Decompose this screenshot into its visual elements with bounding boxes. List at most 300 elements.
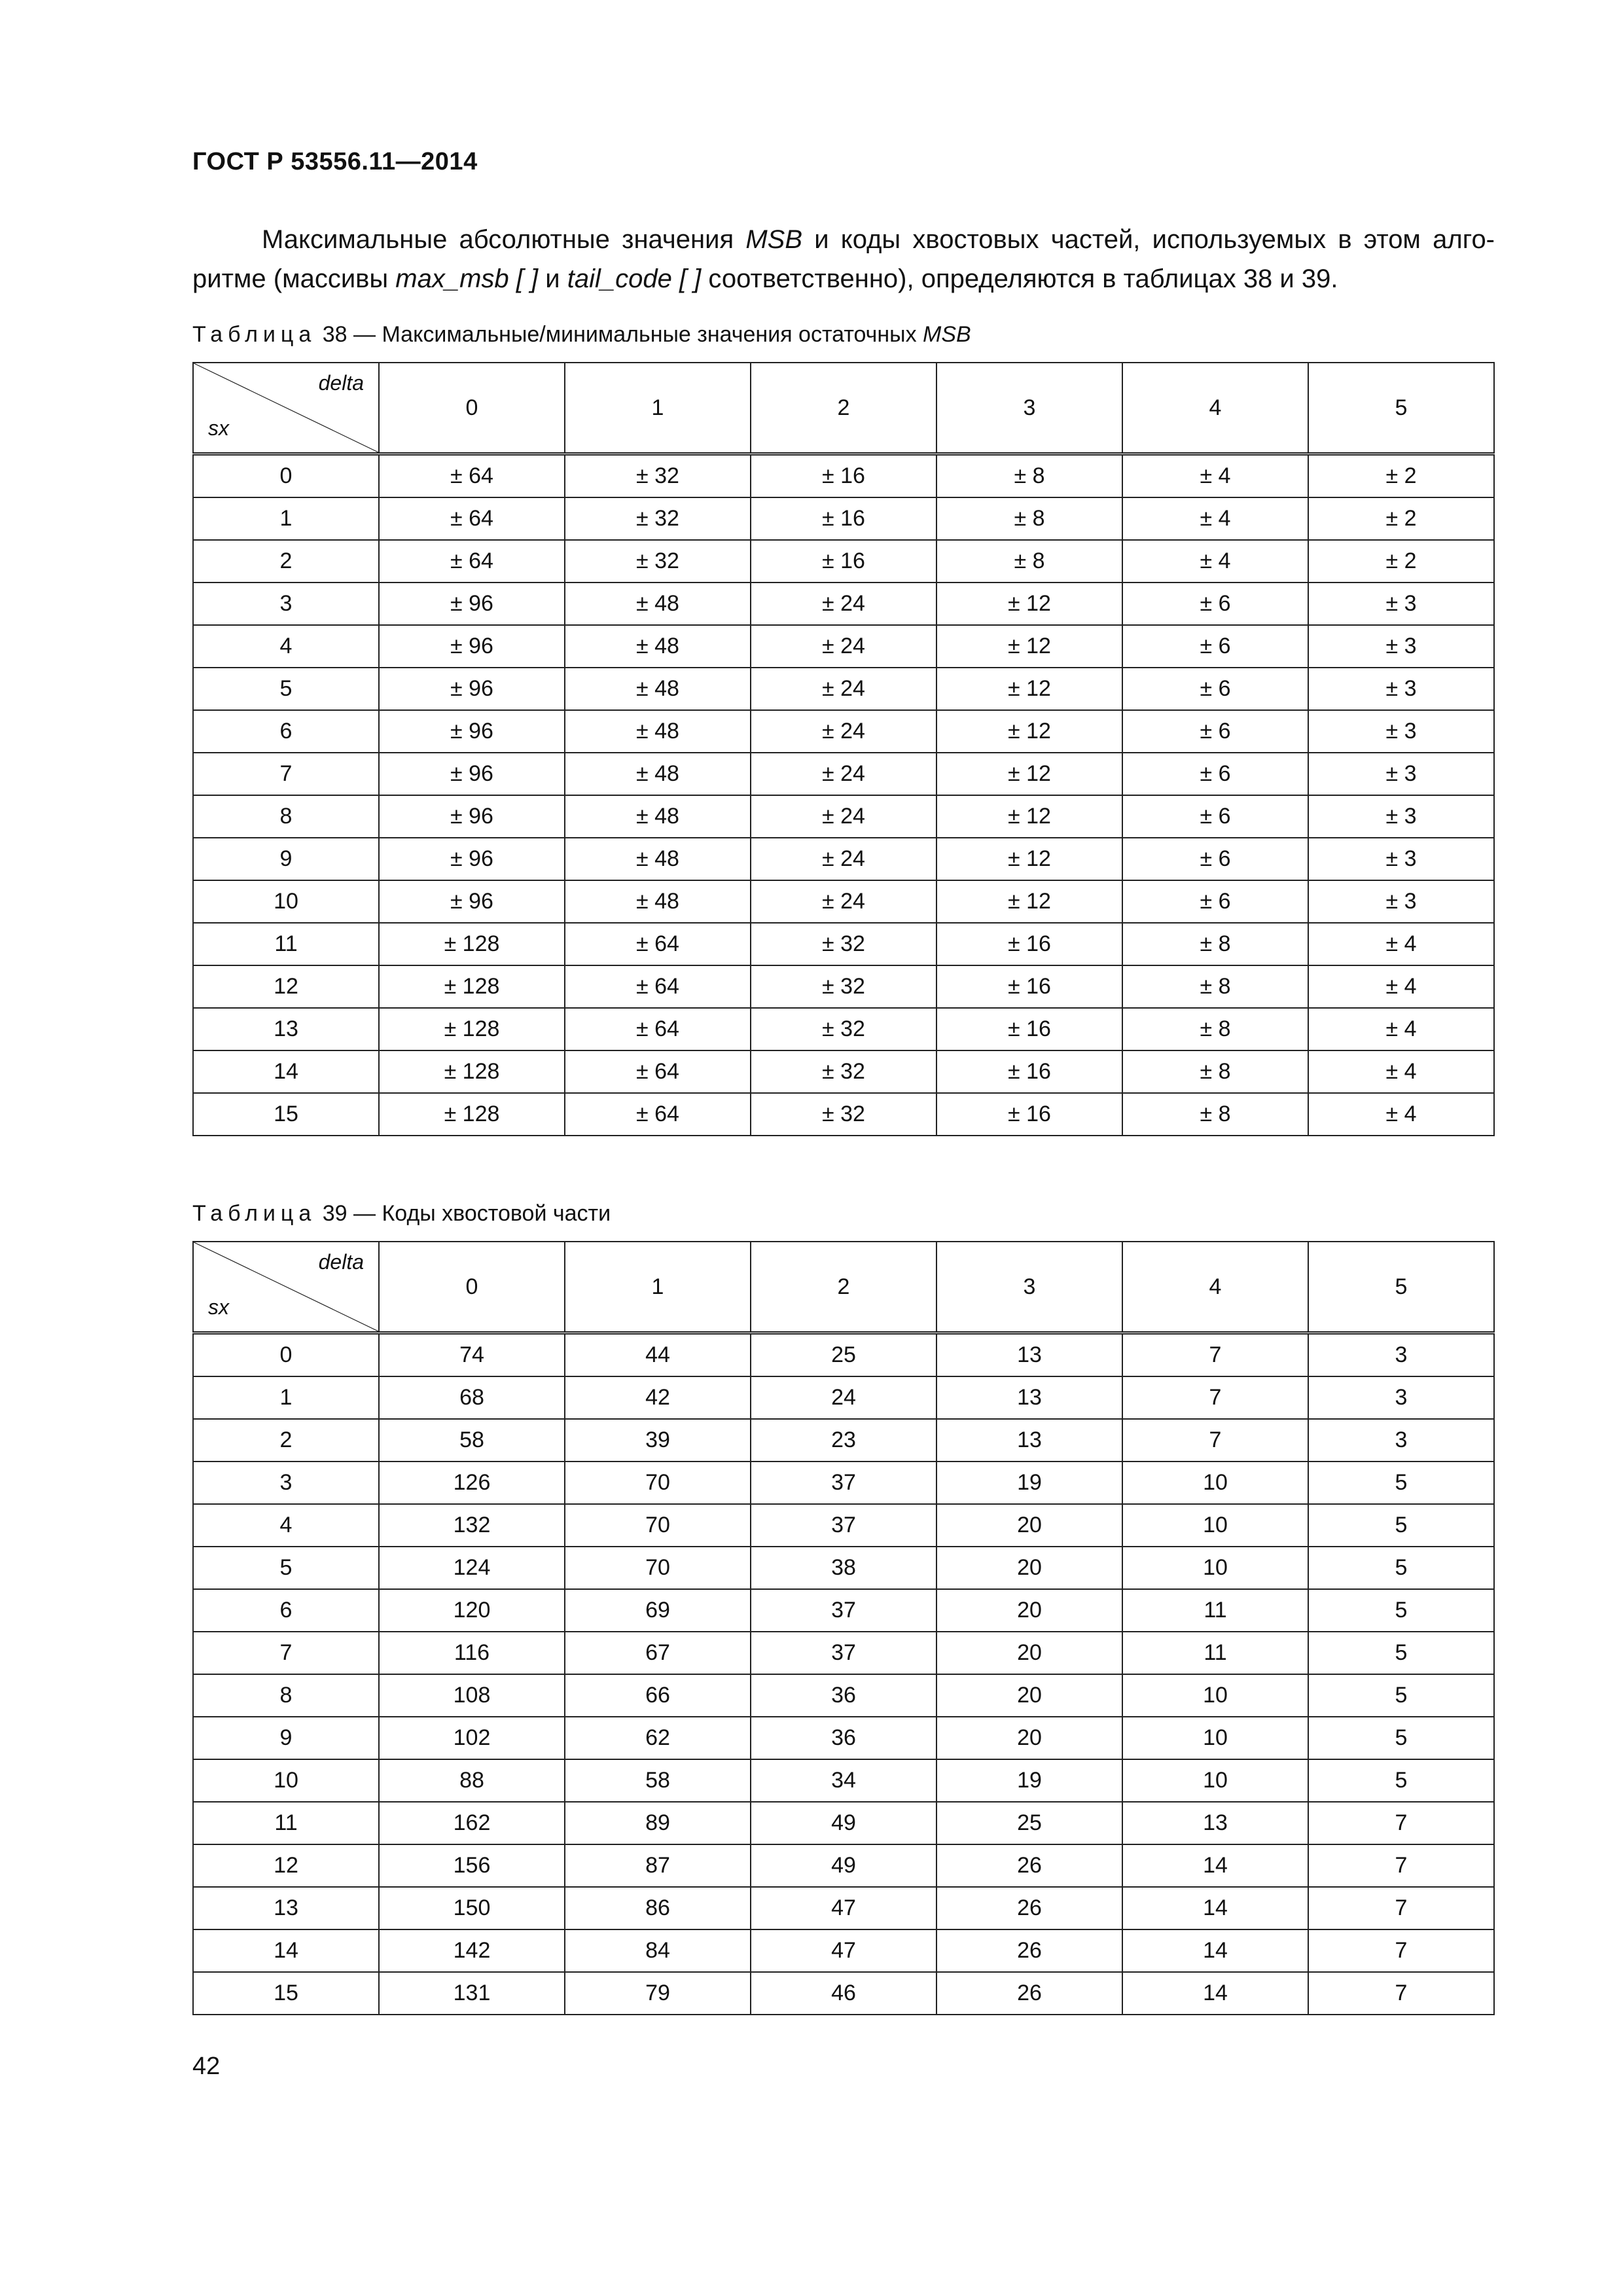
corner-cell — [193, 1242, 379, 1333]
table-cell: ± 32 — [751, 965, 936, 1008]
table-cell: 10 — [1122, 1717, 1308, 1759]
table-cell: ± 64 — [565, 965, 751, 1008]
table-cell: 44 — [565, 1333, 751, 1377]
table-cell: ± 48 — [565, 583, 751, 625]
table-cell: ± 8 — [1122, 1008, 1308, 1050]
table-cell: 13 — [936, 1419, 1122, 1462]
table-cell: ± 6 — [1122, 795, 1308, 838]
table-row — [193, 1419, 1494, 1462]
table-38-caption — [192, 322, 971, 348]
table-cell: ± 128 — [379, 965, 565, 1008]
table-cell: ± 8 — [936, 454, 1122, 498]
table-cell: 26 — [936, 1844, 1122, 1887]
table-cell: ± 6 — [1122, 668, 1308, 710]
table-cell: 39 — [565, 1419, 751, 1462]
table-cell: 5 — [1308, 1632, 1494, 1674]
paragraph-text: соответственно), определяются в таблицах 38 и 39. — [701, 264, 1338, 293]
intro-paragraph — [192, 220, 1495, 298]
page-number: 42 — [192, 2053, 221, 2080]
column-header: 4 — [1122, 363, 1308, 454]
table-cell: ± 48 — [565, 668, 751, 710]
table-cell: ± 16 — [751, 540, 936, 583]
table-cell: 19 — [936, 1759, 1122, 1802]
table-cell: ± 6 — [1122, 625, 1308, 668]
table-cell: ± 32 — [565, 454, 751, 498]
table-cell: 20 — [936, 1589, 1122, 1632]
table-cell: 7 — [1308, 1887, 1494, 1929]
table-cell: ± 12 — [936, 710, 1122, 753]
table-cell: 84 — [565, 1929, 751, 1972]
table-cell: 49 — [751, 1844, 936, 1887]
table-cell: ± 48 — [565, 753, 751, 795]
table-cell: ± 24 — [751, 668, 936, 710]
table-cell: 13 — [1122, 1802, 1308, 1844]
paragraph-text: и коды хвостовых частей, используемых в этом алго- — [802, 225, 1495, 254]
row-header-cell: 12 — [193, 965, 379, 1008]
table-cell: 7 — [1122, 1333, 1308, 1377]
table-cell: 68 — [379, 1376, 565, 1419]
caption-text: 39 — Коды хвостовой части — [316, 1201, 611, 1226]
table-cell: ± 48 — [565, 710, 751, 753]
table-row — [193, 583, 1494, 625]
table-cell: 102 — [379, 1717, 565, 1759]
column-header: 3 — [936, 363, 1122, 454]
table-body — [193, 1333, 1494, 2015]
table-cell: ± 48 — [565, 795, 751, 838]
column-header: 2 — [751, 363, 936, 454]
table-row — [193, 1333, 1494, 1377]
column-header: 1 — [565, 1242, 751, 1333]
row-header-cell: 13 — [193, 1008, 379, 1050]
table-cell: ± 64 — [565, 1093, 751, 1136]
table-cell: ± 16 — [936, 1008, 1122, 1050]
table-cell: ± 96 — [379, 838, 565, 880]
table-cell: 10 — [1122, 1759, 1308, 1802]
table-cell: 3 — [1308, 1419, 1494, 1462]
table-cell: ± 24 — [751, 753, 936, 795]
row-header-cell: 10 — [193, 880, 379, 923]
table-cell: 14 — [1122, 1972, 1308, 2015]
table-cell: 14 — [1122, 1844, 1308, 1887]
row-header-cell: 14 — [193, 1929, 379, 1972]
corner-label-sx: sx — [208, 1295, 229, 1319]
table-cell: ± 3 — [1308, 625, 1494, 668]
table-cell: ± 32 — [751, 1008, 936, 1050]
table-cell: ± 12 — [936, 880, 1122, 923]
table-row — [193, 1547, 1494, 1589]
table-row — [193, 1929, 1494, 1972]
table-cell: 20 — [936, 1717, 1122, 1759]
table-cell: 42 — [565, 1376, 751, 1419]
table-cell: 25 — [936, 1802, 1122, 1844]
table-cell: ± 16 — [936, 1093, 1122, 1136]
table-cell: ± 32 — [565, 540, 751, 583]
table-cell: 7 — [1308, 1929, 1494, 1972]
table-cell: 79 — [565, 1972, 751, 2015]
table-cell: ± 32 — [751, 1093, 936, 1136]
table-row — [193, 1462, 1494, 1504]
row-header-cell: 3 — [193, 1462, 379, 1504]
table-cell: ± 64 — [565, 1050, 751, 1093]
column-header: 0 — [379, 1242, 565, 1333]
table-cell: 13 — [936, 1376, 1122, 1419]
table-cell: ± 3 — [1308, 753, 1494, 795]
table-cell: ± 48 — [565, 838, 751, 880]
table-cell: ± 3 — [1308, 668, 1494, 710]
table-cell: 10 — [1122, 1547, 1308, 1589]
table-cell: 7 — [1308, 1972, 1494, 2015]
table-cell: 46 — [751, 1972, 936, 2015]
table-cell: ± 4 — [1122, 497, 1308, 540]
table-cell: 20 — [936, 1504, 1122, 1547]
document-header: ГОСТ Р 53556.11—2014 — [192, 148, 478, 175]
table-cell: ± 64 — [379, 540, 565, 583]
table-cell: ± 12 — [936, 583, 1122, 625]
table-cell: ± 12 — [936, 668, 1122, 710]
table-cell: 150 — [379, 1887, 565, 1929]
table-cell: 124 — [379, 1547, 565, 1589]
table-cell: 36 — [751, 1717, 936, 1759]
table-cell: 89 — [565, 1802, 751, 1844]
table-cell: ± 3 — [1308, 880, 1494, 923]
table-cell: ± 64 — [379, 497, 565, 540]
table-row — [193, 923, 1494, 965]
table-cell: ± 6 — [1122, 710, 1308, 753]
table-cell: ± 12 — [936, 625, 1122, 668]
table-cell: 10 — [1122, 1462, 1308, 1504]
table-cell: ± 16 — [751, 497, 936, 540]
table-cell: 25 — [751, 1333, 936, 1377]
table-cell: 20 — [936, 1674, 1122, 1717]
table-cell: 10 — [1122, 1674, 1308, 1717]
table-cell: 11 — [1122, 1589, 1308, 1632]
table-cell: 62 — [565, 1717, 751, 1759]
table-cell: ± 128 — [379, 923, 565, 965]
table-row — [193, 668, 1494, 710]
table-cell: ± 128 — [379, 1050, 565, 1093]
table-row — [193, 1802, 1494, 1844]
table-cell: ± 96 — [379, 880, 565, 923]
table-cell: ± 24 — [751, 583, 936, 625]
table-cell: 3 — [1308, 1376, 1494, 1419]
caption-label: Таблица — [192, 322, 317, 347]
table-cell: 5 — [1308, 1504, 1494, 1547]
table-cell: ± 3 — [1308, 710, 1494, 753]
table-cell: ± 8 — [1122, 923, 1308, 965]
table-row — [193, 838, 1494, 880]
table-cell: ± 6 — [1122, 583, 1308, 625]
table-cell: 88 — [379, 1759, 565, 1802]
row-header-cell: 1 — [193, 497, 379, 540]
caption-text: 38 — Максимальные/минимальные значения остаточных — [316, 322, 923, 347]
table-row — [193, 497, 1494, 540]
table-cell: 37 — [751, 1462, 936, 1504]
table-cell: 70 — [565, 1504, 751, 1547]
table-cell: 126 — [379, 1462, 565, 1504]
table-cell: ± 3 — [1308, 583, 1494, 625]
table-row — [193, 1376, 1494, 1419]
table-cell: ± 3 — [1308, 838, 1494, 880]
table-row — [193, 625, 1494, 668]
table-cell: ± 24 — [751, 795, 936, 838]
table-39-caption — [192, 1201, 611, 1227]
row-header-cell: 12 — [193, 1844, 379, 1887]
paragraph-term-tail-code: tail_code [ ] — [567, 264, 702, 293]
table-cell: ± 48 — [565, 625, 751, 668]
table-row — [193, 795, 1494, 838]
column-header: 5 — [1308, 363, 1494, 454]
corner-cell — [193, 363, 379, 454]
table-row — [193, 1844, 1494, 1887]
table-cell: 162 — [379, 1802, 565, 1844]
table-cell: ± 128 — [379, 1093, 565, 1136]
table-row — [193, 1050, 1494, 1093]
table-cell: 37 — [751, 1504, 936, 1547]
table-cell: ± 24 — [751, 838, 936, 880]
table-cell: 20 — [936, 1632, 1122, 1674]
paragraph-term-max-msb: max_msb [ ] — [395, 264, 539, 293]
paragraph-term-msb: MSB — [745, 225, 803, 254]
table-cell: 26 — [936, 1929, 1122, 1972]
table-cell: 116 — [379, 1632, 565, 1674]
table-cell: 7 — [1308, 1802, 1494, 1844]
row-header-cell: 4 — [193, 1504, 379, 1547]
table-cell: ± 32 — [565, 497, 751, 540]
table-row — [193, 710, 1494, 753]
table-row — [193, 1759, 1494, 1802]
row-header-cell: 11 — [193, 1802, 379, 1844]
table-cell: 156 — [379, 1844, 565, 1887]
row-header-cell: 3 — [193, 583, 379, 625]
table-cell: ± 8 — [1122, 1093, 1308, 1136]
table-cell: ± 8 — [936, 540, 1122, 583]
table-cell: 5 — [1308, 1589, 1494, 1632]
table-cell: 142 — [379, 1929, 565, 1972]
table-cell: 70 — [565, 1547, 751, 1589]
row-header-cell: 8 — [193, 795, 379, 838]
table-cell: 7 — [1308, 1844, 1494, 1887]
table-cell: 10 — [1122, 1504, 1308, 1547]
row-header-cell: 0 — [193, 1333, 379, 1377]
caption-label: Таблица — [192, 1201, 317, 1226]
table-cell: ± 3 — [1308, 795, 1494, 838]
table-row — [193, 880, 1494, 923]
corner-label-delta: delta — [318, 1250, 364, 1274]
row-header-cell: 15 — [193, 1093, 379, 1136]
table-cell: 37 — [751, 1589, 936, 1632]
table-cell: ± 24 — [751, 625, 936, 668]
row-header-cell: 14 — [193, 1050, 379, 1093]
column-header: 3 — [936, 1242, 1122, 1333]
row-header-cell: 0 — [193, 454, 379, 498]
column-header: 1 — [565, 363, 751, 454]
table-cell: 67 — [565, 1632, 751, 1674]
table-row — [193, 540, 1494, 583]
row-header-cell: 2 — [193, 1419, 379, 1462]
table-cell: ± 4 — [1122, 540, 1308, 583]
table-cell: ± 8 — [936, 497, 1122, 540]
table-cell: ± 8 — [1122, 965, 1308, 1008]
table-38 — [192, 362, 1495, 1136]
table-cell: 5 — [1308, 1462, 1494, 1504]
table-row — [193, 753, 1494, 795]
table-cell: ± 8 — [1122, 1050, 1308, 1093]
corner-label-sx: sx — [208, 416, 229, 440]
table-row — [193, 1632, 1494, 1674]
row-header-cell: 10 — [193, 1759, 379, 1802]
table-cell: ± 32 — [751, 1050, 936, 1093]
table-cell: 24 — [751, 1376, 936, 1419]
corner-label-delta: delta — [318, 371, 364, 395]
row-header-cell: 9 — [193, 1717, 379, 1759]
table-cell: 86 — [565, 1887, 751, 1929]
row-header-cell: 7 — [193, 1632, 379, 1674]
table-row — [193, 1093, 1494, 1136]
table-cell: 132 — [379, 1504, 565, 1547]
table-cell: 58 — [379, 1419, 565, 1462]
table-header-row — [193, 1242, 1494, 1333]
row-header-cell: 9 — [193, 838, 379, 880]
table-cell: ± 96 — [379, 625, 565, 668]
table-cell: 5 — [1308, 1717, 1494, 1759]
table-cell: 49 — [751, 1802, 936, 1844]
table-cell: 70 — [565, 1462, 751, 1504]
table-body — [193, 454, 1494, 1136]
row-header-cell: 1 — [193, 1376, 379, 1419]
row-header-cell: 6 — [193, 710, 379, 753]
row-header-cell: 6 — [193, 1589, 379, 1632]
table-cell: 69 — [565, 1589, 751, 1632]
table-cell: ± 96 — [379, 753, 565, 795]
table-cell: 38 — [751, 1547, 936, 1589]
table-cell: ± 4 — [1308, 923, 1494, 965]
table-cell: ± 24 — [751, 880, 936, 923]
table-row — [193, 1589, 1494, 1632]
column-header: 5 — [1308, 1242, 1494, 1333]
table-cell: ± 64 — [565, 1008, 751, 1050]
table-cell: ± 12 — [936, 838, 1122, 880]
table-cell: ± 16 — [751, 454, 936, 498]
table-cell: ± 6 — [1122, 838, 1308, 880]
table-cell: ± 4 — [1308, 1050, 1494, 1093]
table-cell: 37 — [751, 1632, 936, 1674]
table-cell: ± 4 — [1308, 965, 1494, 1008]
table-cell: 13 — [936, 1333, 1122, 1377]
table-cell: ± 16 — [936, 965, 1122, 1008]
table-cell: ± 32 — [751, 923, 936, 965]
table-row — [193, 1717, 1494, 1759]
table-cell: ± 2 — [1308, 454, 1494, 498]
table-39 — [192, 1241, 1495, 2015]
table-cell: ± 96 — [379, 795, 565, 838]
table-cell: ± 4 — [1308, 1008, 1494, 1050]
column-header: 2 — [751, 1242, 936, 1333]
table-cell: ± 64 — [565, 923, 751, 965]
table-cell: 36 — [751, 1674, 936, 1717]
table-row — [193, 1008, 1494, 1050]
table-cell: ± 16 — [936, 1050, 1122, 1093]
table-cell: 66 — [565, 1674, 751, 1717]
row-header-cell: 15 — [193, 1972, 379, 2015]
column-header: 4 — [1122, 1242, 1308, 1333]
table-cell: 87 — [565, 1844, 751, 1887]
table-cell: ± 96 — [379, 583, 565, 625]
table-cell: 23 — [751, 1419, 936, 1462]
row-header-cell: 5 — [193, 668, 379, 710]
table-cell: 5 — [1308, 1547, 1494, 1589]
column-header: 0 — [379, 363, 565, 454]
table-cell: ± 48 — [565, 880, 751, 923]
table-cell: ± 2 — [1308, 497, 1494, 540]
table-row — [193, 1504, 1494, 1547]
table-cell: ± 96 — [379, 710, 565, 753]
table-cell: ± 128 — [379, 1008, 565, 1050]
table-cell: 14 — [1122, 1929, 1308, 1972]
row-header-cell: 2 — [193, 540, 379, 583]
table-cell: 74 — [379, 1333, 565, 1377]
table-cell: 7 — [1122, 1419, 1308, 1462]
table-cell: 58 — [565, 1759, 751, 1802]
table-row — [193, 965, 1494, 1008]
table-cell: 19 — [936, 1462, 1122, 1504]
row-header-cell: 8 — [193, 1674, 379, 1717]
table-cell: ± 6 — [1122, 880, 1308, 923]
table-cell: 108 — [379, 1674, 565, 1717]
table-cell: ± 6 — [1122, 753, 1308, 795]
table-cell: 5 — [1308, 1759, 1494, 1802]
table-cell: 3 — [1308, 1333, 1494, 1377]
paragraph-line-1 — [192, 220, 1495, 259]
table-cell: 120 — [379, 1589, 565, 1632]
paragraph-text: и — [538, 264, 567, 293]
table-cell: 34 — [751, 1759, 936, 1802]
table-cell: 11 — [1122, 1632, 1308, 1674]
row-header-cell: 5 — [193, 1547, 379, 1589]
table-row — [193, 454, 1494, 498]
table-cell: 47 — [751, 1887, 936, 1929]
table-cell: ± 16 — [936, 923, 1122, 965]
table-row — [193, 1972, 1494, 2015]
table-cell: 26 — [936, 1972, 1122, 2015]
table-cell: 14 — [1122, 1887, 1308, 1929]
table-cell: ± 24 — [751, 710, 936, 753]
row-header-cell: 13 — [193, 1887, 379, 1929]
table-cell: ± 12 — [936, 795, 1122, 838]
table-cell: 26 — [936, 1887, 1122, 1929]
row-header-cell: 7 — [193, 753, 379, 795]
table-cell: 47 — [751, 1929, 936, 1972]
paragraph-line-2 — [192, 259, 1495, 298]
table-cell: ± 2 — [1308, 540, 1494, 583]
table-cell: ± 4 — [1122, 454, 1308, 498]
table-cell: ± 64 — [379, 454, 565, 498]
table-row — [193, 1887, 1494, 1929]
row-header-cell: 11 — [193, 923, 379, 965]
table-header-row — [193, 363, 1494, 454]
table-cell: 7 — [1122, 1376, 1308, 1419]
table-cell: 131 — [379, 1972, 565, 2015]
paragraph-text: ритме (массивы — [192, 264, 396, 293]
caption-term-msb: MSB — [923, 322, 971, 347]
table-cell: 5 — [1308, 1674, 1494, 1717]
paragraph-text: Максимальные абсолютные значения — [262, 225, 746, 254]
table-cell: ± 96 — [379, 668, 565, 710]
table-cell: ± 12 — [936, 753, 1122, 795]
row-header-cell: 4 — [193, 625, 379, 668]
table-cell: ± 4 — [1308, 1093, 1494, 1136]
table-row — [193, 1674, 1494, 1717]
table-cell: 20 — [936, 1547, 1122, 1589]
